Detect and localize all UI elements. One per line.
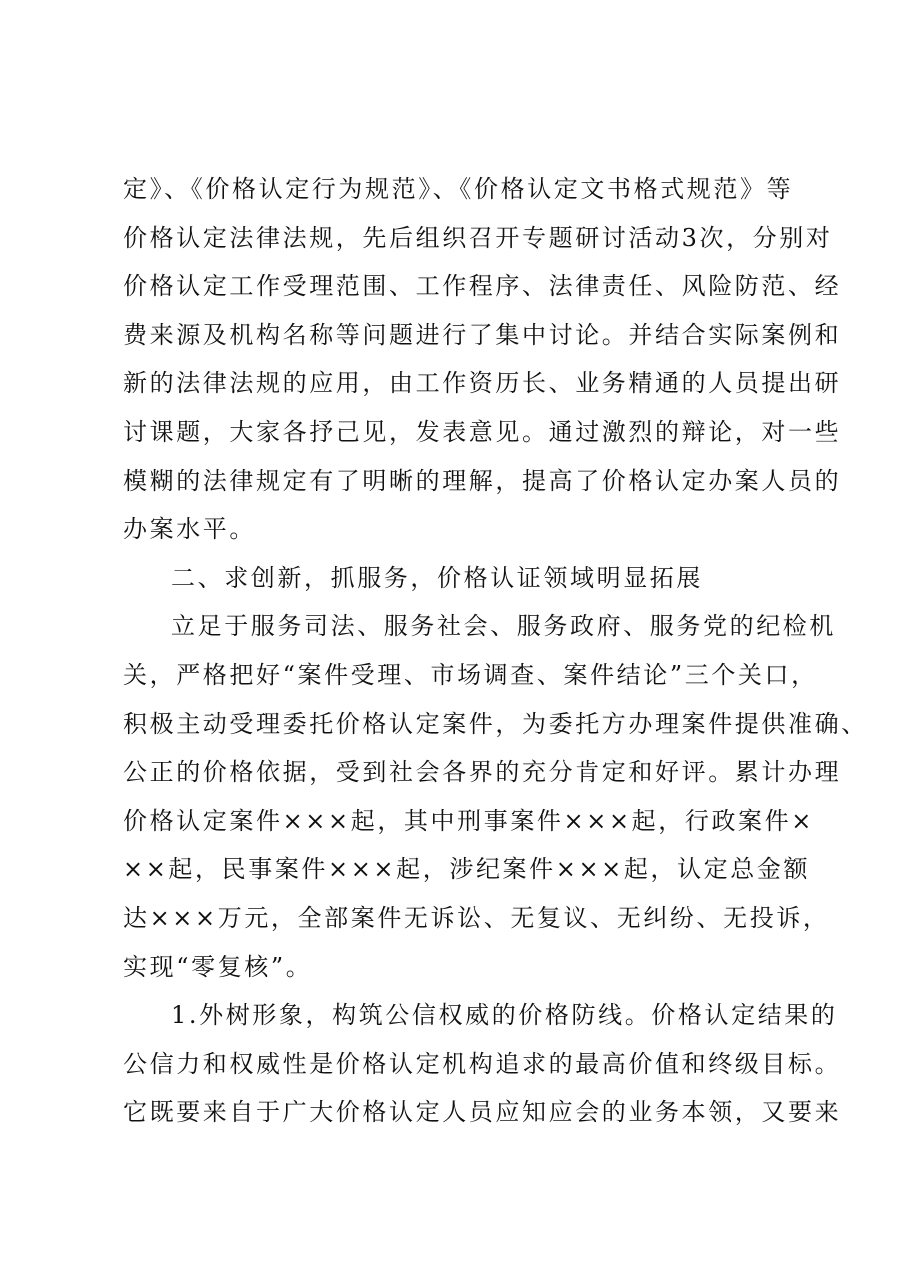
section-heading: 二、求创新，抓服务，价格认证领域明显拓展 — [171, 563, 703, 592]
paragraph-line: 价格认定案件×××起，其中刑事案件×××起，行政案件× — [123, 806, 814, 835]
paragraph-line: 定》、《价格认定行为规范》、《价格认定文书格式规范》等 — [123, 175, 794, 203]
paragraph-line: 立足于服务司法、服务社会、服务政府、服务党的纪检机 — [171, 612, 836, 641]
numbered-item-heading: 1.外树形象，构筑公信权威的价格防线。价格认定结果的 — [171, 1001, 838, 1030]
paragraph-line: ××起，民事案件×××起，涉纪案件×××起，认定总金额 — [123, 855, 811, 884]
paragraph-line: 价格认定法律法规，先后组织召开专题研讨活动3次，分别对 — [123, 223, 833, 252]
paragraph-line: 办案水平。 — [123, 515, 256, 544]
paragraph-line: 达×××万元，全部案件无诉讼、无复议、无纠纷、无投诉， — [123, 903, 830, 932]
paragraph-line: 积极主动受理委托价格认定案件，为委托方办理案件提供准确、 — [123, 709, 868, 738]
paragraph-line: 费来源及机构名称等问题进行了集中讨论。并结合实际案例和 — [123, 320, 842, 349]
paragraph-line: 关，严格把好“案件受理、市场调查、案件结论”三个关口， — [123, 660, 818, 689]
paragraph-line: 价格认定工作受理范围、工作程序、法律责任、风险防范、经 — [123, 272, 842, 301]
document-body — [123, 165, 868, 1137]
paragraph-line: 它既要来自于广大价格认定人员应知应会的业务本领，又要来 — [123, 1098, 842, 1127]
paragraph-line: 新的法律法规的应用，由工作资历长、业务精通的人员提出研 — [123, 369, 842, 398]
paragraph-line: 讨课题，大家各抒己见，发表意见。通过激烈的辩论，对一些 — [123, 417, 842, 446]
paragraph-line: 公正的价格依据，受到社会各界的充分肯定和好评。累计办理 — [123, 758, 842, 787]
paragraph-line: 模糊的法律规定有了明晰的理解，提高了价格认定办案人员的 — [123, 466, 842, 495]
paragraph-line: 实现“零复核”。 — [123, 952, 313, 981]
paragraph-line: 公信力和权威性是价格认定机构追求的最高价值和终级目标。 — [123, 1049, 842, 1078]
